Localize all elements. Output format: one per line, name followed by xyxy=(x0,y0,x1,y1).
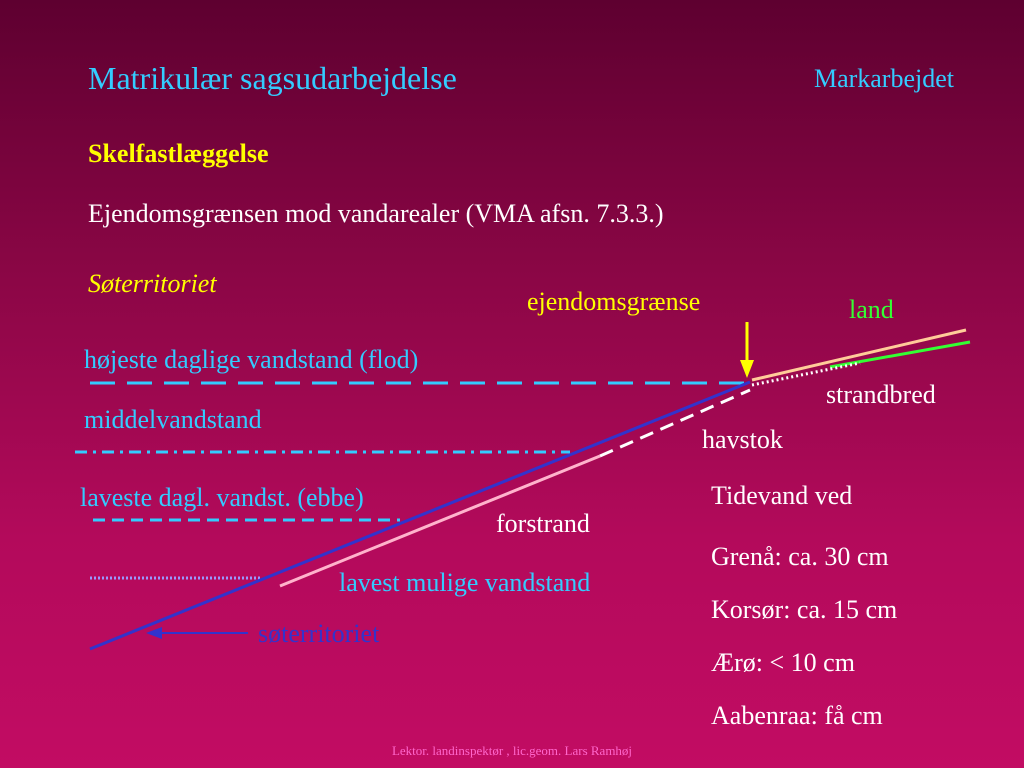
tide-item: Ærø: < 10 cm xyxy=(711,648,855,677)
page-title: Matrikulær sagsudarbejdelse xyxy=(88,60,457,96)
property-boundary-arrow-head xyxy=(740,360,754,378)
tides-heading: Tidevand ved xyxy=(711,481,853,510)
lowest-level-label: lavest mulige vandstand xyxy=(339,568,591,597)
footer-credit: Lektor. landinspektør , lic.geom. Lars Ramhøj xyxy=(391,743,633,758)
section-label: Markarbejdet xyxy=(813,64,954,93)
tide-item: Grenå: ca. 30 cm xyxy=(711,542,889,571)
land-label: land xyxy=(849,295,894,324)
foreshore-label: forstrand xyxy=(496,509,590,538)
tide-item: Korsør: ca. 15 cm xyxy=(711,595,898,624)
sea-territory-label: søterritoriet xyxy=(258,619,380,648)
property-boundary-label: ejendomsgrænse xyxy=(527,287,701,316)
low-tide-label: laveste dagl. vandst. (ebbe) xyxy=(80,483,364,512)
boundary-description: Ejendomsgrænsen mod vandarealer (VMA afsn. 7.3.3.) xyxy=(88,199,664,228)
mean-level-label: middelvandstand xyxy=(84,405,262,434)
sea-territory-arrow-head xyxy=(146,627,162,639)
subtitle: Skelfastlæggelse xyxy=(88,139,269,168)
land-surface-line xyxy=(752,330,966,380)
tide-item: Aabenraa: få cm xyxy=(711,701,883,730)
high-tide-label: højeste daglige vandstand (flod) xyxy=(84,345,419,374)
topic-heading: Søterritoriet xyxy=(88,269,217,298)
havstok-label: havstok xyxy=(702,425,783,454)
shore-label: strandbred xyxy=(826,380,936,409)
